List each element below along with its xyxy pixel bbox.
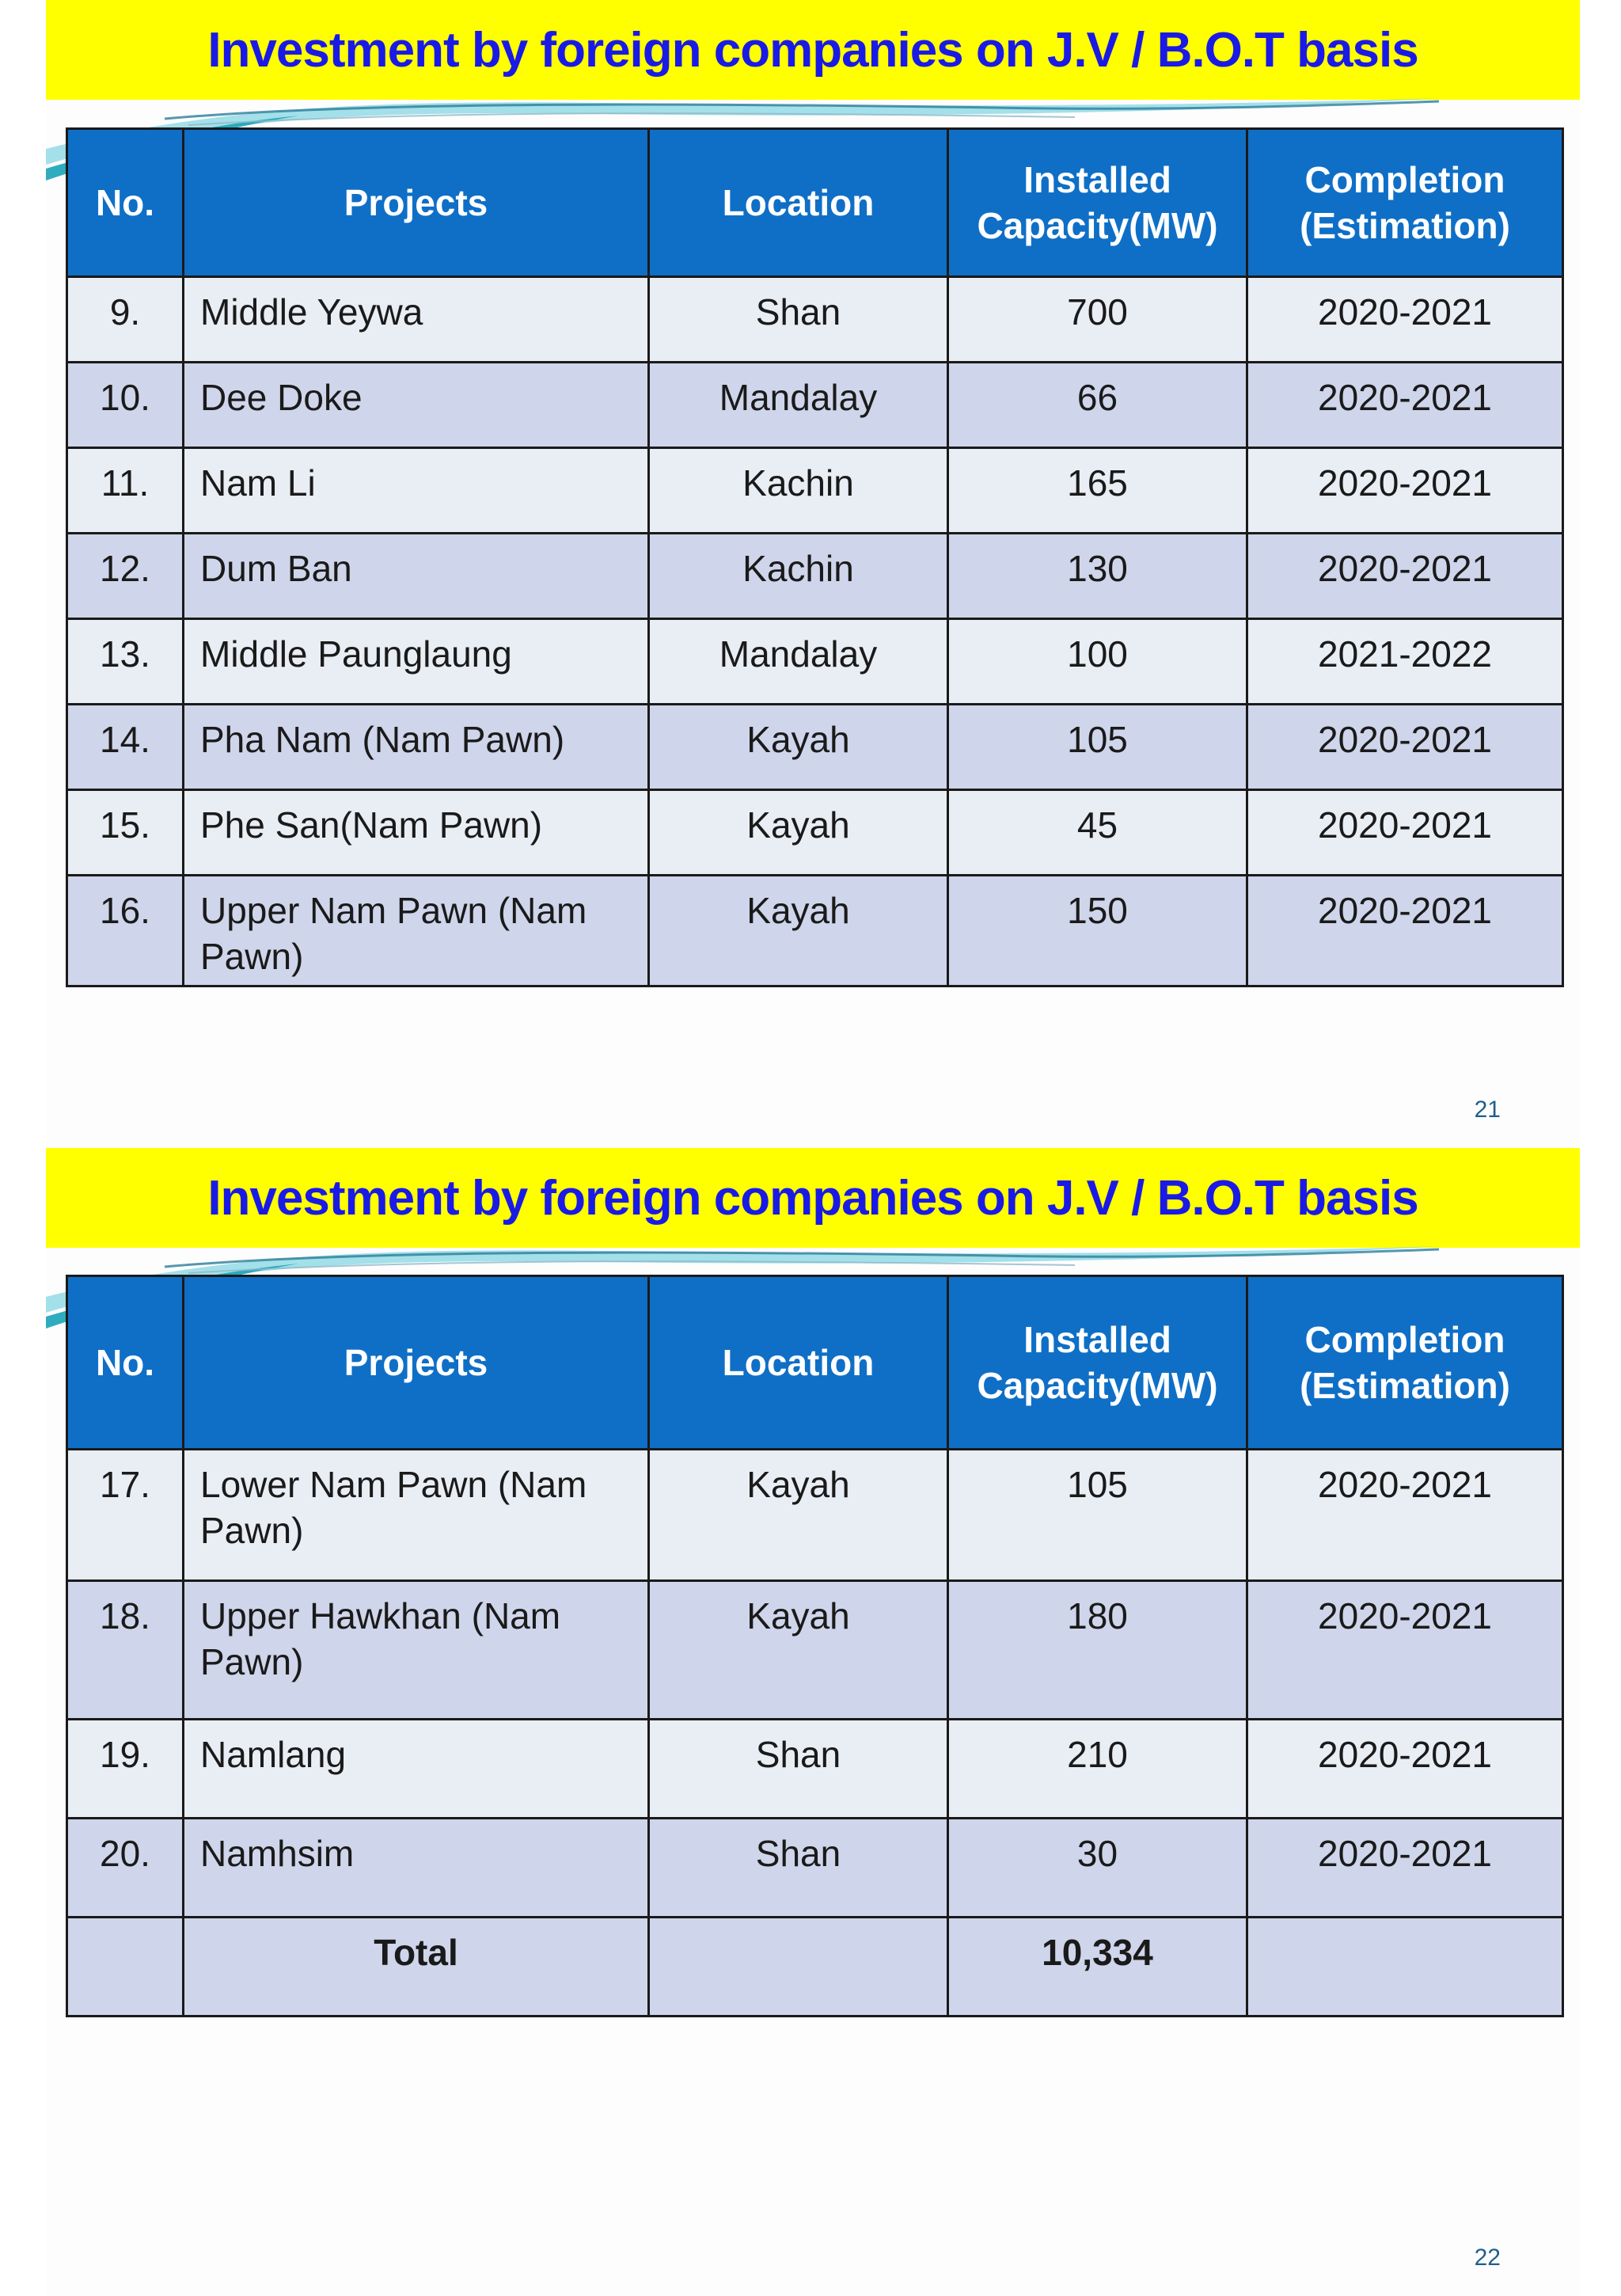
header-no: No. <box>67 1276 184 1450</box>
cell-no: 18. <box>67 1581 184 1720</box>
cell-project: Middle Paunglaung <box>184 619 649 705</box>
cell-no: 17. <box>67 1450 184 1581</box>
table-row <box>67 1581 1563 1720</box>
cell-completion: 2020-2021 <box>1247 277 1563 363</box>
cell-capacity: 180 <box>948 1581 1247 1720</box>
table-row <box>67 1819 1563 1918</box>
cell-capacity: 45 <box>948 790 1247 876</box>
cell-project: Namhsim <box>184 1819 649 1918</box>
header-capacity: Installed Capacity(MW) <box>948 129 1247 277</box>
cell-no: 13. <box>67 619 184 705</box>
cell-completion: 2020-2021 <box>1247 448 1563 534</box>
cell-no: 12. <box>67 534 184 619</box>
title-bar <box>46 1148 1580 1248</box>
header-completion: Completion (Estimation) <box>1247 1276 1563 1450</box>
cell-completion: 2020-2021 <box>1247 1581 1563 1720</box>
cell-completion: 2020-2021 <box>1247 1450 1563 1581</box>
slide-22 <box>46 1148 1580 2296</box>
header-location: Location <box>649 1276 948 1450</box>
cell-no: 14. <box>67 705 184 790</box>
cell-project: Upper Nam Pawn (Nam Pawn) <box>184 876 649 986</box>
cell-empty <box>1247 1918 1563 2017</box>
cell-empty <box>649 1918 948 2017</box>
projects-table <box>66 1275 1564 2017</box>
cell-capacity: 210 <box>948 1720 1247 1819</box>
cell-no: 15. <box>67 790 184 876</box>
cell-location: Kayah <box>649 876 948 986</box>
cell-capacity: 66 <box>948 363 1247 448</box>
cell-project: Lower Nam Pawn (Nam Pawn) <box>184 1450 649 1581</box>
cell-capacity: 105 <box>948 705 1247 790</box>
cell-location: Mandalay <box>649 363 948 448</box>
header-capacity: Installed Capacity(MW) <box>948 1276 1247 1450</box>
cell-location: Kachin <box>649 448 948 534</box>
cell-capacity: 30 <box>948 1819 1247 1918</box>
cell-location: Shan <box>649 1819 948 1918</box>
cell-capacity: 130 <box>948 534 1247 619</box>
cell-completion: 2020-2021 <box>1247 705 1563 790</box>
slide-title: Investment by foreign companies on J.V / B.O.T basis <box>207 22 1418 78</box>
cell-completion: 2020-2021 <box>1247 534 1563 619</box>
total-label: Total <box>184 1918 649 2017</box>
cell-project: Dum Ban <box>184 534 649 619</box>
page-number: 22 <box>1474 2245 1501 2271</box>
cell-project: Phe San(Nam Pawn) <box>184 790 649 876</box>
cell-location: Kachin <box>649 534 948 619</box>
table-row <box>67 705 1563 790</box>
cell-project: Dee Doke <box>184 363 649 448</box>
cell-completion: 2020-2021 <box>1247 363 1563 448</box>
header-projects: Projects <box>184 1276 649 1450</box>
header-completion: Completion (Estimation) <box>1247 129 1563 277</box>
cell-no: 20. <box>67 1819 184 1918</box>
header-location: Location <box>649 129 948 277</box>
cell-location: Mandalay <box>649 619 948 705</box>
table-row <box>67 277 1563 363</box>
cell-capacity: 105 <box>948 1450 1247 1581</box>
cell-no: 10. <box>67 363 184 448</box>
total-value: 10,334 <box>948 1918 1247 2017</box>
table-row <box>67 790 1563 876</box>
cell-location: Kayah <box>649 705 948 790</box>
table-row <box>67 534 1563 619</box>
cell-location: Shan <box>649 277 948 363</box>
table-row <box>67 448 1563 534</box>
table-row <box>67 1450 1563 1581</box>
cell-no: 16. <box>67 876 184 986</box>
cell-project: Upper Hawkhan (Nam Pawn) <box>184 1581 649 1720</box>
cell-project: Pha Nam (Nam Pawn) <box>184 705 649 790</box>
cell-capacity: 100 <box>948 619 1247 705</box>
cell-completion: 2020-2021 <box>1247 790 1563 876</box>
cell-location: Kayah <box>649 1450 948 1581</box>
cell-project: Middle Yeywa <box>184 277 649 363</box>
cell-project: Nam Li <box>184 448 649 534</box>
table-row <box>67 1720 1563 1819</box>
table-header-row <box>67 1276 1563 1450</box>
cell-capacity: 165 <box>948 448 1247 534</box>
cell-location: Kayah <box>649 1581 948 1720</box>
cell-no: 9. <box>67 277 184 363</box>
table-row <box>67 876 1563 986</box>
table-header-row <box>67 129 1563 277</box>
cell-completion: 2020-2021 <box>1247 1819 1563 1918</box>
header-no: No. <box>67 129 184 277</box>
title-bar <box>46 0 1580 100</box>
cell-capacity: 700 <box>948 277 1247 363</box>
cell-location: Kayah <box>649 790 948 876</box>
total-row <box>67 1918 1563 2017</box>
cell-project: Namlang <box>184 1720 649 1819</box>
cell-empty <box>67 1918 184 2017</box>
slide-title: Investment by foreign companies on J.V / B.O.T basis <box>207 1170 1418 1226</box>
cell-no: 19. <box>67 1720 184 1819</box>
slide-21 <box>46 0 1580 1148</box>
cell-capacity: 150 <box>948 876 1247 986</box>
cell-completion: 2020-2021 <box>1247 1720 1563 1819</box>
table-row <box>67 363 1563 448</box>
table-row <box>67 619 1563 705</box>
cell-completion: 2020-2021 <box>1247 876 1563 986</box>
projects-table <box>66 127 1564 987</box>
page-number: 21 <box>1474 1097 1501 1123</box>
cell-no: 11. <box>67 448 184 534</box>
header-projects: Projects <box>184 129 649 277</box>
cell-location: Shan <box>649 1720 948 1819</box>
cell-completion: 2021-2022 <box>1247 619 1563 705</box>
